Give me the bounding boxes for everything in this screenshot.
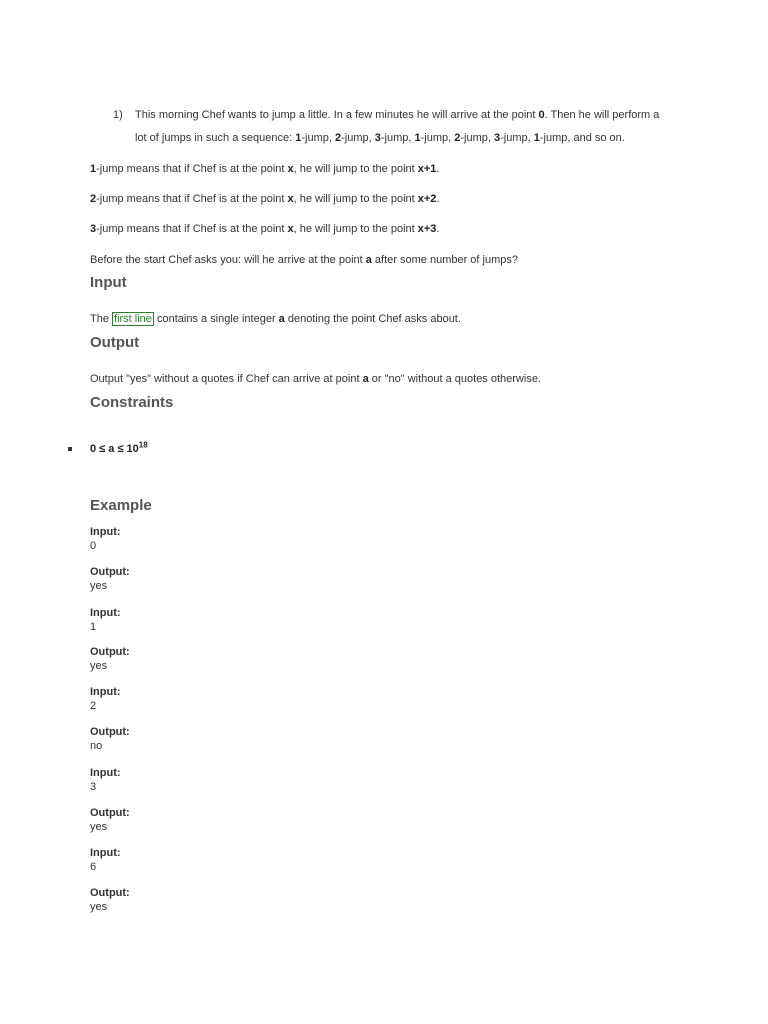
jump-definition-3: 3-jump means that if Chef is at the point x, he will jump to the point x+3.	[90, 223, 440, 235]
example-heading: Example	[90, 497, 152, 514]
example-input-label: Input:	[90, 607, 121, 619]
example-input-label: Input:	[90, 526, 121, 538]
input-heading: Input	[90, 274, 127, 291]
example-output-value: yes	[90, 660, 108, 672]
question-text: Before the start Chef asks you: will he arrive at the point a after some number of jumps?	[90, 254, 518, 266]
list-number: 1)	[113, 109, 123, 121]
bullet-icon	[68, 447, 72, 451]
output-description: Output "yes" without a quotes if Chef can arrive at point a or "no" without a quotes otherwise.	[90, 373, 541, 385]
example-input-value: 6	[90, 861, 97, 873]
example-input-label: Input:	[90, 686, 121, 698]
example-input-value: 1	[90, 621, 97, 633]
example-input-value: 0	[90, 540, 97, 552]
example-output-value: no	[90, 740, 103, 752]
example-output-label: Output:	[90, 887, 130, 899]
example-input-value: 3	[90, 781, 97, 793]
example-output-value: yes	[90, 821, 108, 833]
example-input-label: Input:	[90, 847, 121, 859]
example-output-value: yes	[90, 901, 108, 913]
intro-line-2: lot of jumps in such a sequence: 1-jump, 2-jump, 3-jump, 1-jump, 2-jump, 3-jump, 1-jump, and so on.	[135, 132, 625, 144]
constraint-item: $0 \le a \le 10^{18}$	[90, 440, 148, 455]
intro-line-1: This morning Chef wants to jump a little. In a few minutes he will arrive at the point 0. Then he will perform a	[135, 109, 660, 121]
first-line-highlight: first line	[114, 313, 152, 325]
input-description: The first line contains a single integer a denoting the point Chef asks about.	[90, 313, 461, 325]
example-output-label: Output:	[90, 566, 130, 578]
example-input-label: Input:	[90, 767, 121, 779]
example-output-label: Output:	[90, 726, 130, 738]
constraints-heading: Constraints	[90, 394, 174, 411]
jump-definition-2: 2-jump means that if Chef is at the point x, he will jump to the point x+2.	[90, 193, 440, 205]
example-input-value: 2	[90, 700, 97, 712]
example-output-label: Output:	[90, 807, 130, 819]
output-heading: Output	[90, 334, 140, 351]
example-output-label: Output:	[90, 646, 130, 658]
jump-definition-1: 1-jump means that if Chef is at the point x, he will jump to the point x+1.	[90, 163, 440, 175]
example-output-value: yes	[90, 580, 108, 592]
